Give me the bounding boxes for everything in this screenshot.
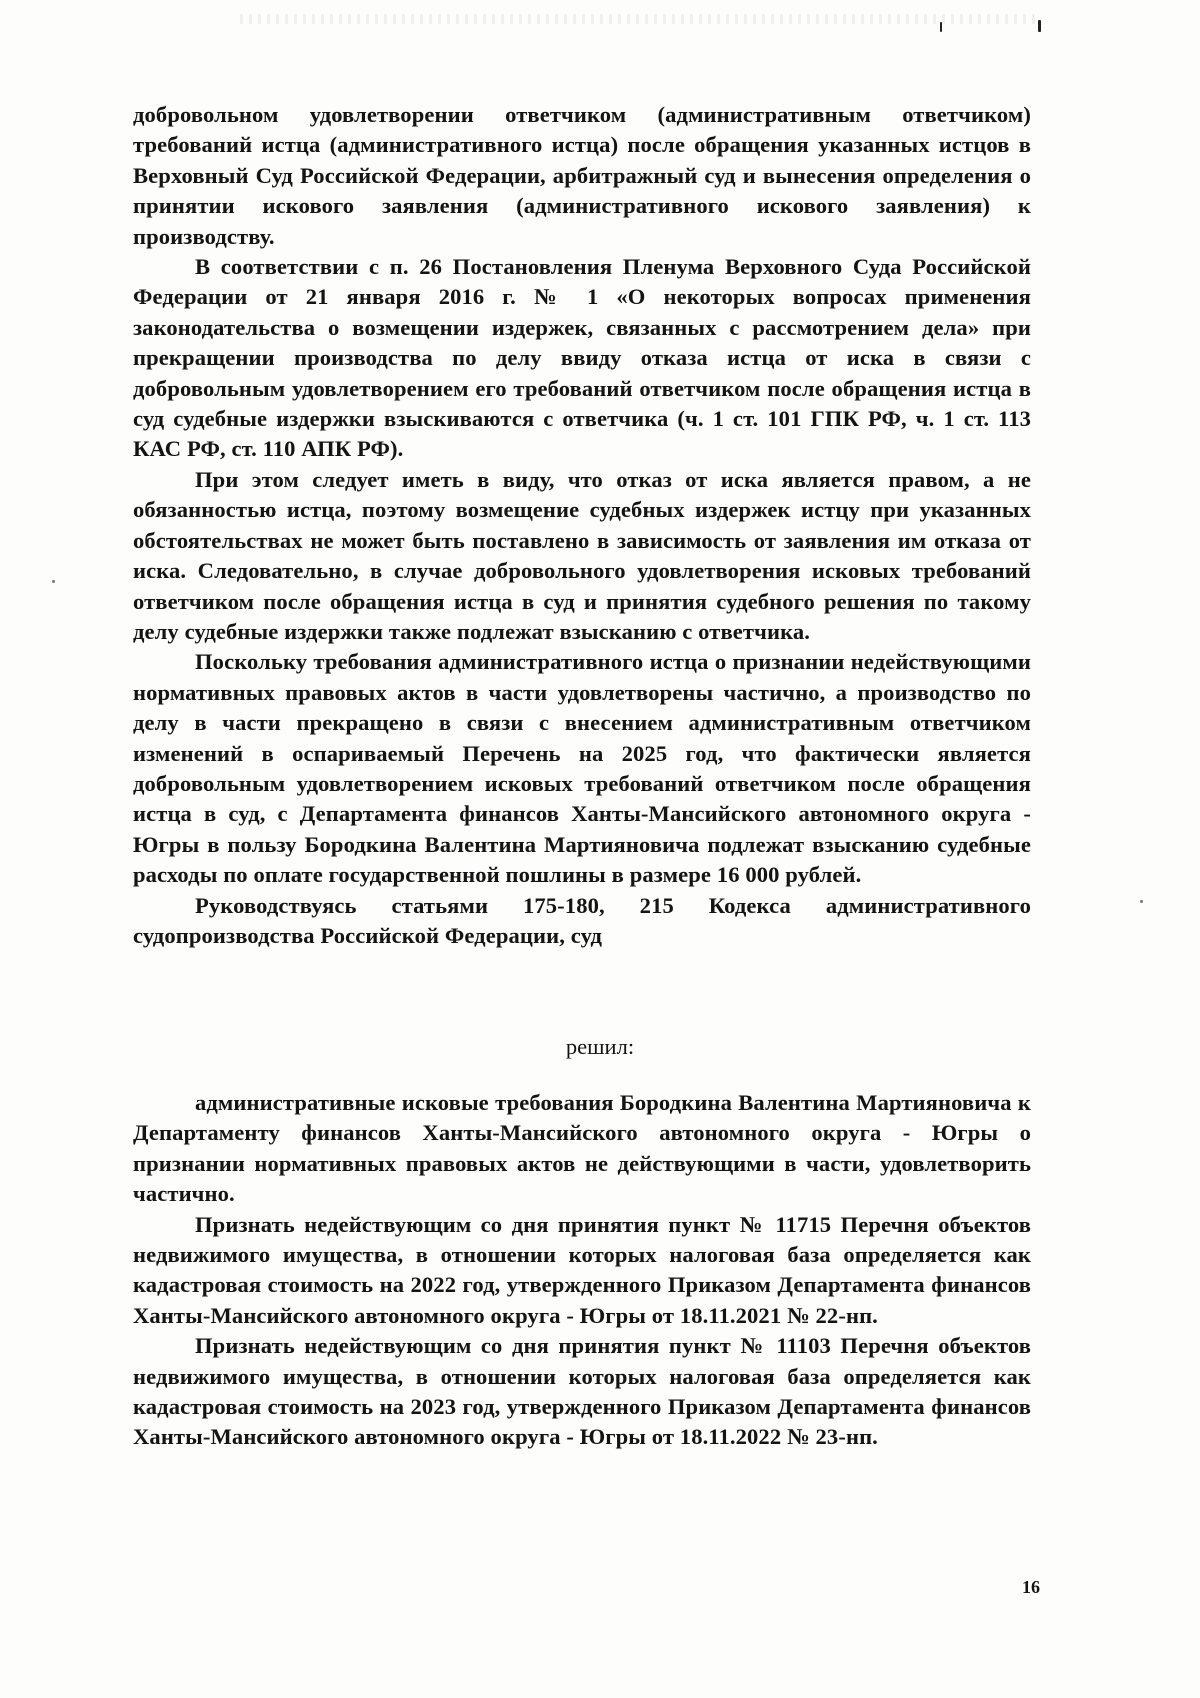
scan-speck (1038, 20, 1041, 32)
paragraph-invalidate-2022: Признать недействующим со дня принятия пункт № 11715 Перечня объектов недвижимого имущества, в отношении которых налоговая база определяется как кадастровая стоимость на 2022 год, утвержденного Приказом Департамента финансов Ханты-Мансийского автономного округа - Югры от 18.11.2021 № 22-нп. (133, 1211, 1031, 1328)
paragraph-plenum-reference: В соответствии с п. 26 Постановления Пленума Верховного Суда Российской Федерации от 21 января 2016 г. № 1 «О некоторых вопросах применения законодательства о возмещении издержек, связанных с рассмотрением дела» при прекращении производства по делу ввиду отказа истца от иска в связи с добровольным удовлетворением его требований ответчиком после обращения истца в суд судебные издержки взыскиваются с ответчика (ч. 1 ст. 101 ГПК РФ, ч. 1 ст. 113 КАС РФ, ст. 110 АПК РФ). (133, 254, 1031, 462)
paragraph-costs-reasoning: При этом следует иметь в виду, что отказ от иска является правом, а не обязанностью истца, поэтому возмещение судебных издержек истцу при указанных обстоятельствах не может быть поставлено в зависимость от заявления им отказа от иска. Следовательно, в случае добровольного удовлетворения исковых требований ответчиком после обращения истца в суд и принятия судебного решения по такому делу судебные издержки также подлежат взысканию с ответчика. (133, 466, 1031, 644)
paragraph-invalidate-2023: Признать недействующим со дня принятия пункт № 11103 Перечня объектов недвижимого имущества, в отношении которых налоговая база определяется как кадастровая стоимость на 2023 год, утвержденного Приказом Департамента финансов Ханты-Мансийского автономного округа - Югры от 18.11.2022 № 23-нп. (133, 1333, 1031, 1450)
scan-speck (52, 580, 55, 583)
paragraph-continuation: добровольном удовлетворении ответчиком (административным ответчиком) требований истца (административного истца) после обращения указанных истцов в Верховный Суд Российской Федерации, арбитражный суд и вынесения определения о принятии искового заявления (административного искового заявления) к производству. (133, 102, 1031, 249)
paragraph-claims-satisfied: административные исковые требования Бородкина Валентина Мартияновича к Департаменту финансов Ханты-Мансийского автономного округа - Югры о признании нормативных правовых актов не действующими в части, удовлетворить частично. (133, 1090, 1031, 1207)
scan-speck (1140, 900, 1143, 903)
resolved-heading: решил: (565, 1034, 635, 1059)
body-text-top (133, 100, 1031, 951)
page-number: 16 (1022, 1577, 1040, 1597)
paragraph-guided-by: Руководствуясь статьями 175-180, 215 Кодекса административного судопроизводства Российской Федерации, суд (133, 892, 1031, 948)
paragraph-costs-award: Поскольку требования административного истца о признании недействующими нормативных правовых актов в части удовлетворены частично, а производство по делу в части прекращено в связи с внесением административным ответчиком изменений в оспариваемый Перечень на 2025 год, что фактически является добровольным удовлетворением исковых требований ответчиком после обращения истца в суд, с Департамента финансов Ханты-Мансийского автономного округа - Югры в пользу Бородкина Валентина Мартияновича подлежат взысканию судебные расходы по оплате государственной пошлины в размере 16 000 рублей. (133, 649, 1031, 888)
body-text-bottom (133, 1088, 1031, 1453)
scan-artifact-header (240, 14, 1040, 24)
scan-speck (940, 22, 942, 32)
